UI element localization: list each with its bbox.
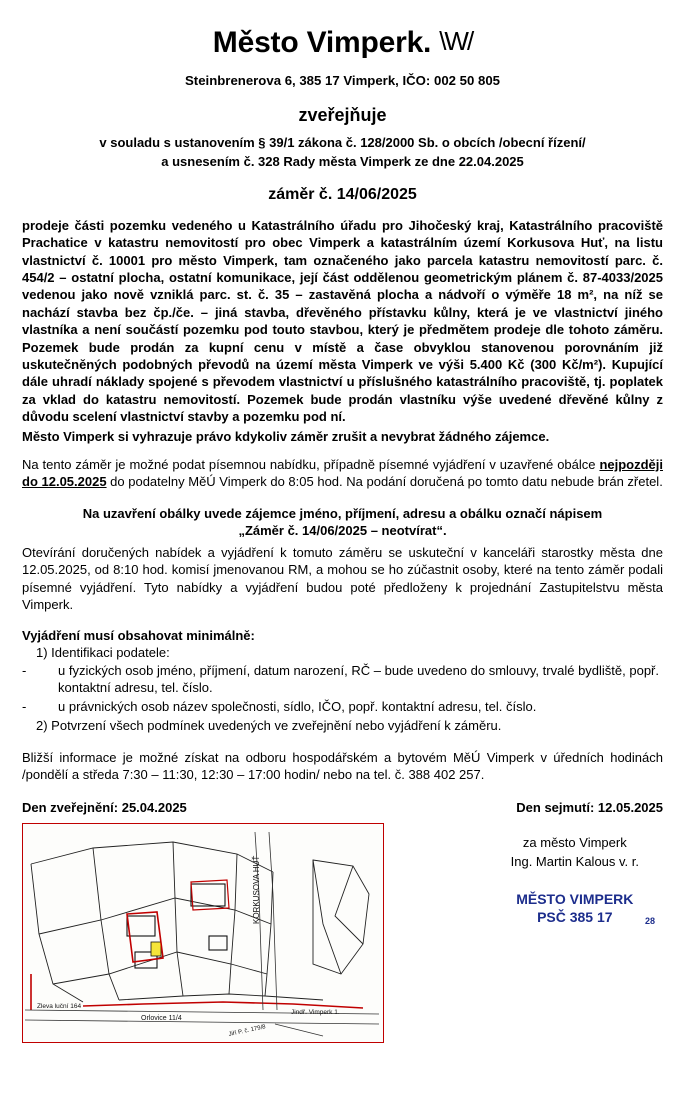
requirements-heading: Vyjádření musí obsahovat minimálně: xyxy=(22,627,255,643)
publishes-heading: zveřejňuje xyxy=(298,105,387,125)
bottom-area xyxy=(22,823,663,1043)
removed-date: 12.05.2025 xyxy=(597,799,663,815)
envelope-note xyxy=(22,505,663,540)
offer-text-part-2: do podatelny MěÚ Vimperk do 8:05 hod. Na podání doručená po tomto datu nebude brán zřetel. xyxy=(106,474,663,490)
published-date: 25.04.2025 xyxy=(121,799,187,815)
legal-basis xyxy=(22,134,663,172)
map-label-bottom-center: Orlovice 11/4 xyxy=(141,1014,182,1022)
reserve-right-paragraph: Město Vimperk si vyhrazuje právo kdykoliv záměr zrušit a nevybrat žádného zájemce. xyxy=(22,428,550,444)
stamp-line-2: PSČ 385 17 xyxy=(537,909,613,926)
document-header xyxy=(22,26,663,60)
dash-bullet-icon: - xyxy=(22,662,27,678)
map-label-road: KORKUSOVA HUŤ xyxy=(252,855,261,924)
info-paragraph: Bližší informace je možné získat na odboru hospodářském a bytovém MěÚ Vimperk v úředních hodinách /pondělí a středa 7:30 – 11:30, 12:30 – 17:00 hodin/ nebo na tel. č. 388 402 257. xyxy=(22,749,663,783)
dash-bullet-icon: - xyxy=(22,699,27,715)
removed-label: Den sejmutí: xyxy=(516,799,595,815)
opening-paragraph: Otevírání doručených nabídek a vyjádření k tomuto záměru se uskuteční v kanceláři starostky města dne 12.05.2025, od 8:10 hod. komisí jmenovanou RM, a mohou se ho zúčastnit osoby, které na tento záměr podali písemné vyjádření. Tyto nabídky a vyjádření budou poté předloženy k projednání Zastupitelstvu města Vimperk. xyxy=(22,544,663,613)
signature-for-town: za město Vimperk xyxy=(522,834,627,850)
published-label: Den zveřejnění: xyxy=(22,799,119,815)
offer-text-part-1: Na tento záměr je možné podat písemnou nabídku, případně písemné vyjádření v uzavřené obálce xyxy=(22,456,600,472)
dates-row xyxy=(22,800,663,815)
signature-block xyxy=(511,823,663,928)
offer-paragraph xyxy=(22,456,663,491)
intent-number: záměr č. 14/06/2025 xyxy=(268,185,417,203)
map-label-bottom-left: Zleva luční 164 xyxy=(37,1002,82,1010)
town-address: Steinbrenerova 6, 385 17 Vimperk, IČO: 002 50 805 xyxy=(185,73,500,88)
stamp-number: 28 xyxy=(644,916,655,927)
stamp-line-1: MĚSTO VIMPERK xyxy=(516,890,634,907)
requirement-subitem-1 xyxy=(22,662,663,697)
highlighted-parcel xyxy=(151,942,161,956)
page-title: Město Vimperk. xyxy=(212,26,432,59)
signature-name: Ing. Martin Kalous v. r. xyxy=(510,854,639,870)
published-date-block xyxy=(22,800,187,815)
map-label-bottom-right: Jindř. Vimperk 1. xyxy=(291,1008,340,1016)
cadastral-map xyxy=(22,823,384,1043)
town-logo-icon: \W/ xyxy=(439,25,473,56)
legal-basis-line-1: v souladu s ustanovením § 39/1 zákona č. 128/2000 Sb. o obcích /obecní řízení/ xyxy=(99,135,586,150)
envelope-note-line-2: „Záměr č. 14/06/2025 – neotvírat“. xyxy=(238,523,447,539)
cadastral-map-svg xyxy=(23,824,381,1040)
map-label-diagonal: Jiří P. č. 179/8 xyxy=(228,1023,267,1038)
requirement-subitem-2 xyxy=(22,698,663,715)
envelope-note-line-1: Na uzavření obálky uvede zájemce jméno, příjmení, adresu a obálku označí nápisem xyxy=(82,505,603,521)
legal-basis-line-2: a usnesením č. 328 Rady města Vimperk ze dne 22.04.2025 xyxy=(161,153,524,169)
official-stamp xyxy=(511,890,655,928)
removed-date-block xyxy=(516,800,663,815)
requirement-subitem-2-text: u právnických osob název společnosti, sídlo, IČO, popř. kontaktní adresu, tel. číslo. xyxy=(58,699,537,715)
requirement-item-2: 2) Potvrzení všech podmínek uvedených ve zveřejnění nebo vyjádření k záměru. xyxy=(36,717,502,733)
offer-deadline: nejpozději do 12.05.2025 xyxy=(22,456,663,490)
main-paragraph: prodeje části pozemku vedeného u Katastrálního úřadu pro Jihočeský kraj, Katastrálního pracoviště Prachatice v katastru nemovitostí pro obec Vimperk a katastrálním území Korkusova Huť, na listu vlastnictví č. 10001 pro město Vimperk, tam označeného jako parcela katastru nemovitostí parc. č. 454/2 – ostatní plocha, ostatní komunikace, její část oddělenou geometrickým plánem č. 87-4033/2025 vedenou jako nově vzniklá parc. st. č. 35 – zastavěná plocha a nádvoří o výměře 18 m², na níž se nachází stavba bez čp./če. – jiná stavba, dřevěného přístavku kůlny, která je ve vlastnictví jiného vlastníka a není součástí pozemku pod touto stavbou, který je předmětem prodeje dle tohoto záměru. Pozemek bude prodán za kupní cenu v místě a čase obvyklou stanovenou porovnáním již uskutečněných podobných převodů na území města Vimperk ve výši 5.400 Kč (300 Kč/m²). Kupující dále uhradí náklady spojené s převodem vlastnictví u příslušného katastrálního pracoviště, tj. poplatek za vklad do katastru nemovitostí. Pozemek bude prodán vlastníku výše uvedené dřevěné kůlny z důvodu scelení vlastnictví stavby a pozemku pod ní. xyxy=(22,217,663,425)
requirement-item-1: 1) Identifikaci podatele: xyxy=(36,644,170,660)
requirement-subitem-1-text: u fyzických osob jméno, příjmení, datum narození, RČ – bude uvedeno do smlouvy, trvalé bydliště, popř. kontaktní adresu, tel. číslo. xyxy=(58,662,659,695)
